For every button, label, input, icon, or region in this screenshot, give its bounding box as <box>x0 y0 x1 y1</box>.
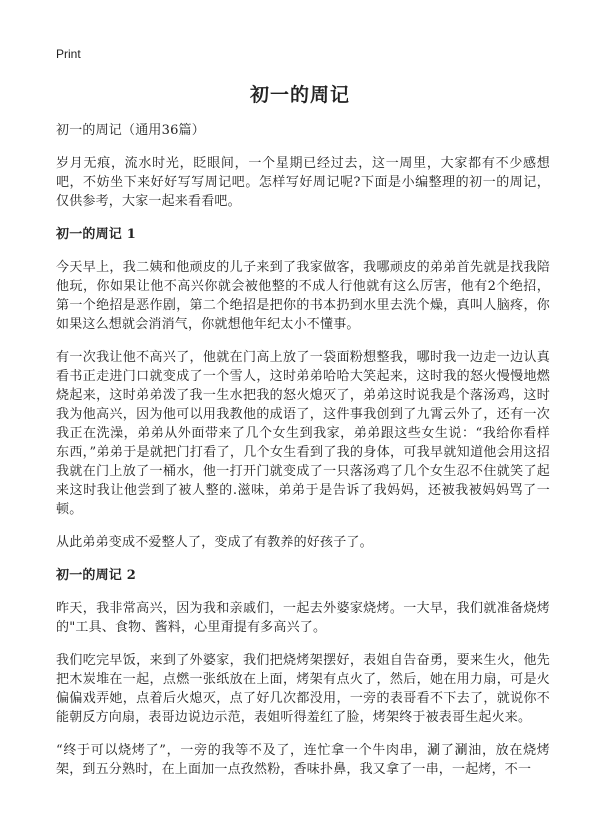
page-title: 初一的周记 <box>249 84 350 106</box>
section-heading-2: 初一的周记 2 <box>56 568 136 583</box>
paragraph: 昨天，我非常高兴，因为我和亲戚们，一起去外婆家烧烤。一大早，我们就准备烧烤的"工具、食物、酱料，心里甭提有多高兴了。 <box>56 601 550 635</box>
section-heading-1: 初一的周记 1 <box>56 227 136 242</box>
paragraph: 我们吃完早饭，来到了外婆家，我们把烧烤架摆好，表姐自告奋勇，要来生火，他先把木炭堆在一起，点燃一张纸放在上面，烤架有点火了，然后，她在用力扇，可是火偏偏戏弄她，点着后火熄灭，点了好几次都没用，一旁的表哥看不下去了，就说你不能朝反方向扇，表哥边说边示范，表姐听得羞红了脸，烤架终于被表哥生起火来。 <box>56 653 550 725</box>
paragraph: 从此弟弟变成不爱整人了，变成了有教养的好孩子了。 <box>56 535 373 550</box>
article-subtitle: 初一的周记（通用36篇） <box>56 123 205 138</box>
article-body <box>56 121 550 793</box>
intro-paragraph: 岁月无痕，流水时光，眨眼间，一个星期已经过去，这一周里，大家都有不少感想吧，不妨坐下来好好写写周记吧。怎样写好周记呢?下面是小编整理的初一的周记，仅供参考，大家一起来看看吧。 <box>56 156 550 209</box>
print-link[interactable]: Print <box>56 47 81 61</box>
paragraph: “终于可以烧烤了”，一旁的我等不及了，连忙拿一个牛肉串，涮了涮油，放在烧烤架，到五分熟时，在上面加一点孜然粉，香味扑鼻，我又拿了一串，一起烤，不一 <box>56 743 550 777</box>
paragraph: 有一次我让他不高兴了，他就在门高上放了一袋面粉想整我，哪时我一边走一边认真看书正走进门口就变成了一个雪人，这时弟弟哈哈大笑起来，这时我的怒火慢慢地燃烧起来，这时弟弟泼了我一生水把我的怒火熄灭了，弟弟这时说我是个落汤鸡，这时我为他高兴，因为他可以用我教他的成语了，这件事我创到了九霄云外了，还有一次我正在洗澡，弟弟从外面带来了几个女生到我家，弟弟跟这些女生说：“我给你看样东西，”弟弟于是就把门打看了，几个女生看到了我的身体，可我早就知道他会用这招我就在门上放了一桶水，他一打开门就变成了一只落汤鸡了几个女生忍不住就笑了起来这时我让他尝到了被人整的.滋味，弟弟于是告诉了我妈妈，还被我被妈妈骂了一顿。 <box>56 350 550 517</box>
paragraph: 今天早上，我二姨和他顽皮的儿子来到了我家做客，我哪顽皮的弟弟首先就是找我陪他玩，你如果让他不高兴你就会被他整的不成人行他就有这么厉害，他有2个绝招，第一个绝招是恶作剧，第二个绝招是把你的书本扔到水里去洗个燥，真叫人脑疼，你如果这么想就会消消气，你就想他年纪太小不懂事。 <box>56 260 550 332</box>
